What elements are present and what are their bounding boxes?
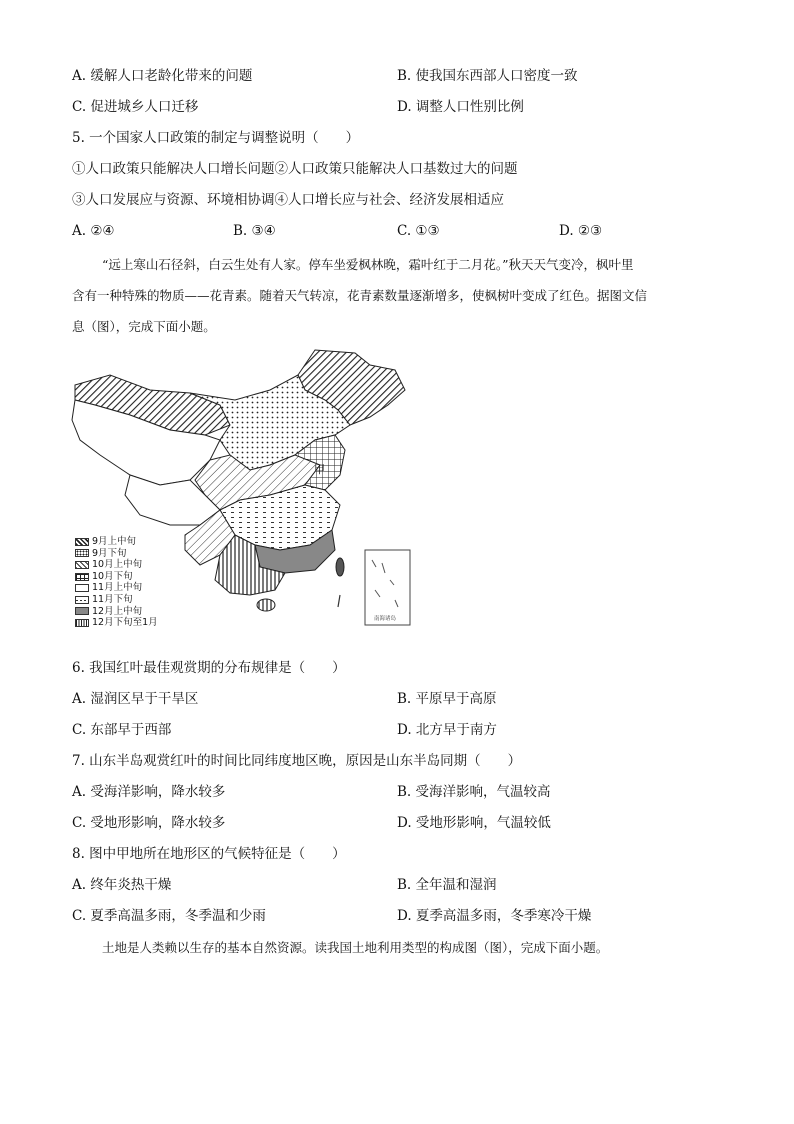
legend-label: 10月下旬 [92,570,133,582]
passage2: 土地是人类赖以生存的基本自然资源。读我国土地利用类型的构成图（图），完成下面小题。 [102,940,609,955]
q5-option-b: B. ③④ [233,223,276,239]
legend-label: 9月上中旬 [92,536,137,547]
q8-option-d: D. 夏季高温多雨，冬季寒冷干燥 [397,908,592,924]
q8-option-c: C. 夏季高温多雨，冬季温和少雨 [72,908,266,924]
legend-item [75,548,158,560]
legend-item [75,559,158,571]
legend-swatch [75,573,89,581]
q4-option-b: B. 使我国东西部人口密度一致 [397,68,578,84]
legend-swatch [75,607,89,615]
q4-option-c: C. 促进城乡人口迁移 [72,99,199,115]
legend-label: 10月上中旬 [92,559,143,571]
q6-option-c: C. 东部早于西部 [72,722,172,738]
legend-swatch [75,619,89,627]
passage1-line2: 含有一种特殊的物质——花青素。随着天气转凉，花青素数量逐渐增多，使枫树叶变成了红色。据图文信 [72,288,648,303]
legend-item [75,606,158,618]
legend-item [75,536,158,548]
taiwan-island [336,558,344,576]
q6-option-b: B. 平原早于高原 [397,691,497,707]
legend-item [75,571,158,583]
q7-option-d: D. 受地形影响，气温较低 [397,815,551,831]
map-legend [75,536,158,629]
q6-option-d: D. 北方早于南方 [397,722,497,738]
legend-swatch [75,561,89,569]
south-sea-inset [365,550,410,625]
passage1-line3: 息（图），完成下面小题。 [72,319,216,334]
q5-option-a: A. ②④ [72,223,115,239]
q7-stem: 7. 山东半岛观赏红叶的时间比同纬度地区晚，原因是山东半岛同期（ ） [72,753,522,769]
q7-option-a: A. 受海洋影响，降水较多 [72,784,226,800]
q7-option-c: C. 受地形影响，降水较多 [72,815,226,831]
passage1-line1: “远上寒山石径斜，白云生处有人家。停车坐爱枫林晚，霜叶红于二月花。”秋天天气变冷，枫叶里 [102,257,634,272]
legend-label: 11月上中旬 [92,582,143,594]
legend-label: 12月上中旬 [92,605,143,617]
q8-option-a: A. 终年炎热干燥 [72,877,172,893]
legend-item [75,617,158,629]
legend-label: 11月下旬 [92,593,133,605]
q5-statements-1: ①人口政策只能解决人口增长问题②人口政策只能解决人口基数过大的问题 [72,161,518,177]
q6-stem: 6. 我国红叶最佳观赏期的分布规律是（ ） [72,660,346,676]
legend-label: 12月下旬至1月 [92,617,158,629]
q5-option-c: C. ①③ [397,223,440,239]
inset-label: 南海诸岛 [374,616,397,622]
legend-item [75,594,158,606]
hainan-island [257,599,275,611]
legend-item [75,582,158,594]
region-label: 甲 [314,463,325,476]
q7-option-b: B. 受海洋影响，气温较高 [397,784,551,800]
q4-option-d: D. 调整人口性别比例 [397,99,524,115]
legend-swatch [75,596,89,604]
q4-option-a: A. 缓解人口老龄化带来的问题 [72,68,253,84]
q8-option-b: B. 全年温和湿润 [397,877,497,893]
legend-label: 9月下旬 [92,547,127,559]
q5-option-d: D. ②③ [559,223,603,239]
q6-option-a: A. 湿润区早于干旱区 [72,691,199,707]
legend-swatch [75,538,89,546]
q8-stem: 8. 图中甲地所在地形区的气候特征是（ ） [72,846,346,862]
legend-swatch [75,549,89,557]
q5-statements-2: ③人口发展应与资源、环境相协调④人口增长应与社会、经济发展相适应 [72,192,504,208]
legend-swatch [75,584,89,592]
q5-stem: 5. 一个国家人口政策的制定与调整说明（ ） [72,130,360,146]
